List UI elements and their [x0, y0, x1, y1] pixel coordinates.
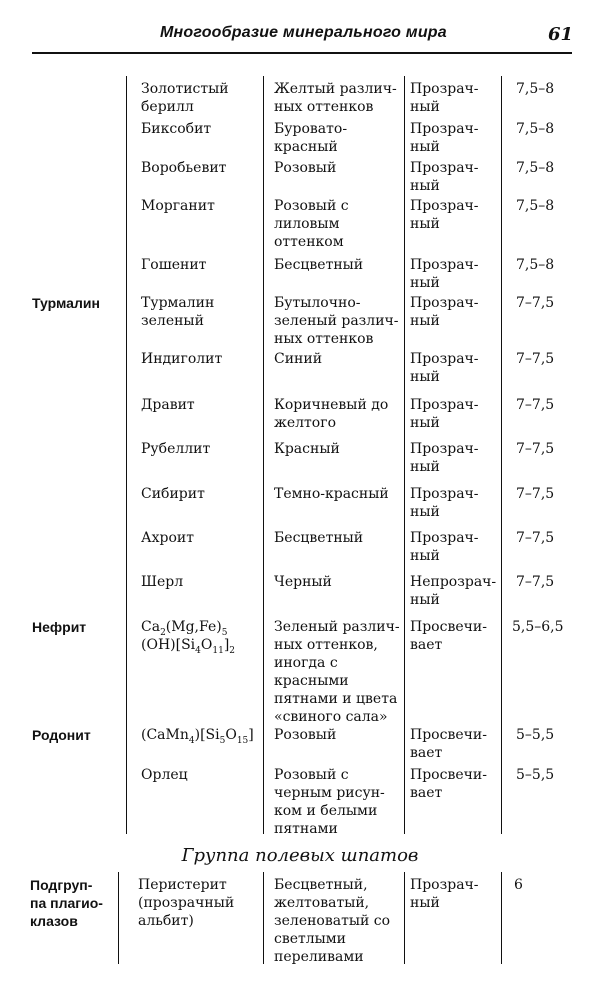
mineral-name-cell: Дравит: [141, 397, 195, 413]
column-rule: [263, 76, 264, 834]
hardness-cell: 7–7,5: [516, 351, 555, 367]
transparency-cell: Просвечи- вает: [410, 727, 487, 761]
mineral-formula-cell: [141, 618, 259, 654]
transparency-cell: Прозрач- ный: [410, 486, 479, 520]
color-cell: Коричневый до желтого: [274, 397, 389, 431]
color-cell: Розовый с черным рисун- ком и белыми пятнами: [274, 767, 385, 837]
column-rule: [118, 872, 119, 964]
formula-part: ]: [223, 637, 230, 653]
transparency-cell: Прозрач- ный: [410, 121, 479, 155]
group-cell: Родонит: [32, 727, 91, 743]
transparency-cell: Просвечи- вает: [410, 767, 487, 801]
color-cell: Синий: [274, 351, 323, 367]
transparency-cell: Просвечи- вает: [410, 619, 487, 653]
color-cell: Бесцветный, желтоватый, зеленоватый со светлыми переливами: [274, 877, 391, 965]
hardness-cell: 7–7,5: [516, 441, 555, 457]
mineral-name-cell: Сибирит: [141, 486, 205, 502]
running-title: Многообразие минерального мира: [160, 24, 447, 41]
formula-subscript: 5: [219, 735, 226, 746]
header-rule: [32, 52, 572, 54]
color-cell: Розовый: [274, 727, 337, 743]
color-cell: Бутылочно- зеленый различ- ных оттенков: [274, 295, 399, 347]
group-cell: Нефрит: [32, 619, 87, 635]
mineral-name-cell: Морганит: [141, 198, 215, 214]
transparency-cell: Прозрач- ный: [410, 160, 479, 194]
mineral-formula-cell: [141, 726, 259, 744]
formula-subscript: 15: [236, 735, 249, 746]
hardness-cell: 7,5–8: [516, 160, 555, 176]
hardness-cell: 7–7,5: [516, 574, 555, 590]
transparency-cell: Непрозрач- ный: [410, 574, 497, 608]
mineral-name-cell: Индиголит: [141, 351, 223, 367]
color-cell: Розовый с лиловым оттенком: [274, 198, 349, 250]
hardness-cell: 7,5–8: [516, 257, 555, 273]
mineral-name-cell: Шерл: [141, 574, 184, 590]
transparency-cell: Прозрач- ный: [410, 198, 479, 232]
formula-subscript: 2: [160, 627, 166, 638]
transparency-cell: Прозрач- ный: [410, 295, 479, 329]
hardness-cell: 7–7,5: [516, 530, 555, 546]
hardness-cell: 7–7,5: [516, 295, 555, 311]
formula-part: (CaMn: [141, 727, 189, 743]
color-cell: Зеленый различ- ных оттенков, иногда с красными пятнами и цвета «свиного сала»: [274, 619, 400, 725]
formula-part: ]: [248, 727, 254, 743]
hardness-cell: 5,5–6,5: [512, 619, 564, 635]
section-title: Группа полевых шпатов: [181, 845, 419, 866]
transparency-cell: Прозрач- ный: [410, 81, 479, 115]
color-cell: Бесцветный: [274, 530, 364, 546]
formula-subscript: 4: [188, 735, 195, 746]
transparency-cell: Прозрач- ный: [410, 397, 479, 431]
column-rule: [404, 76, 405, 834]
mineral-name-cell: Ахроит: [141, 530, 194, 546]
formula-subscript: 11: [212, 645, 224, 656]
formula-subscript: 4: [195, 645, 201, 656]
color-cell: Буровато- красный: [274, 121, 348, 155]
color-cell: Бесцветный: [274, 257, 364, 273]
formula-part: )[Si: [194, 727, 220, 743]
color-cell: Желтый различ- ных оттенков: [274, 81, 397, 115]
mineral-name-cell: Орлец: [141, 767, 188, 783]
transparency-cell: Прозрач- ный: [410, 257, 479, 291]
formula-subscript: 2: [229, 645, 236, 656]
page-number: 61: [548, 24, 574, 45]
transparency-cell: Прозрач- ный: [410, 530, 479, 564]
formula-part: Ca: [141, 619, 161, 635]
hardness-cell: 6: [514, 877, 523, 893]
hardness-cell: 7,5–8: [516, 81, 555, 97]
hardness-cell: 7–7,5: [516, 486, 555, 502]
formula-subscript: 5: [221, 627, 228, 638]
transparency-cell: Прозрач- ный: [410, 441, 479, 475]
mineral-name-cell: Перистерит (прозрачный альбит): [138, 877, 235, 929]
transparency-cell: Прозрач- ный: [410, 877, 479, 911]
column-rule: [126, 76, 127, 834]
column-rule: [501, 76, 502, 834]
mineral-name-cell: Турмалин зеленый: [141, 295, 215, 329]
formula-part: (OH)[Si: [141, 637, 196, 653]
transparency-cell: Прозрач- ный: [410, 351, 479, 385]
column-rule: [501, 872, 502, 964]
formula-part: O: [200, 637, 213, 653]
hardness-cell: 7–7,5: [516, 397, 555, 413]
column-rule: [404, 872, 405, 964]
mineral-name-cell: Биксобит: [141, 121, 212, 137]
color-cell: Черный: [274, 574, 332, 590]
group-cell: Турмалин: [32, 295, 100, 311]
color-cell: Красный: [274, 441, 340, 457]
mineral-name-cell: Рубеллит: [141, 441, 211, 457]
hardness-cell: 7,5–8: [516, 121, 555, 137]
hardness-cell: 7,5–8: [516, 198, 555, 214]
column-rule: [263, 872, 264, 964]
formula-part: (Mg,Fe): [165, 619, 222, 635]
formula-part: O: [225, 727, 237, 743]
group-cell: Подгруп- па плагио- клазов: [30, 877, 103, 929]
color-cell: Розовый: [274, 160, 337, 176]
hardness-cell: 5–5,5: [516, 727, 555, 743]
color-cell: Темно-красный: [274, 486, 389, 502]
mineral-name-cell: Гошенит: [141, 257, 207, 273]
hardness-cell: 5–5,5: [516, 767, 555, 783]
mineral-name-cell: Золотистый берилл: [141, 81, 229, 115]
mineral-name-cell: Воробьевит: [141, 160, 227, 176]
